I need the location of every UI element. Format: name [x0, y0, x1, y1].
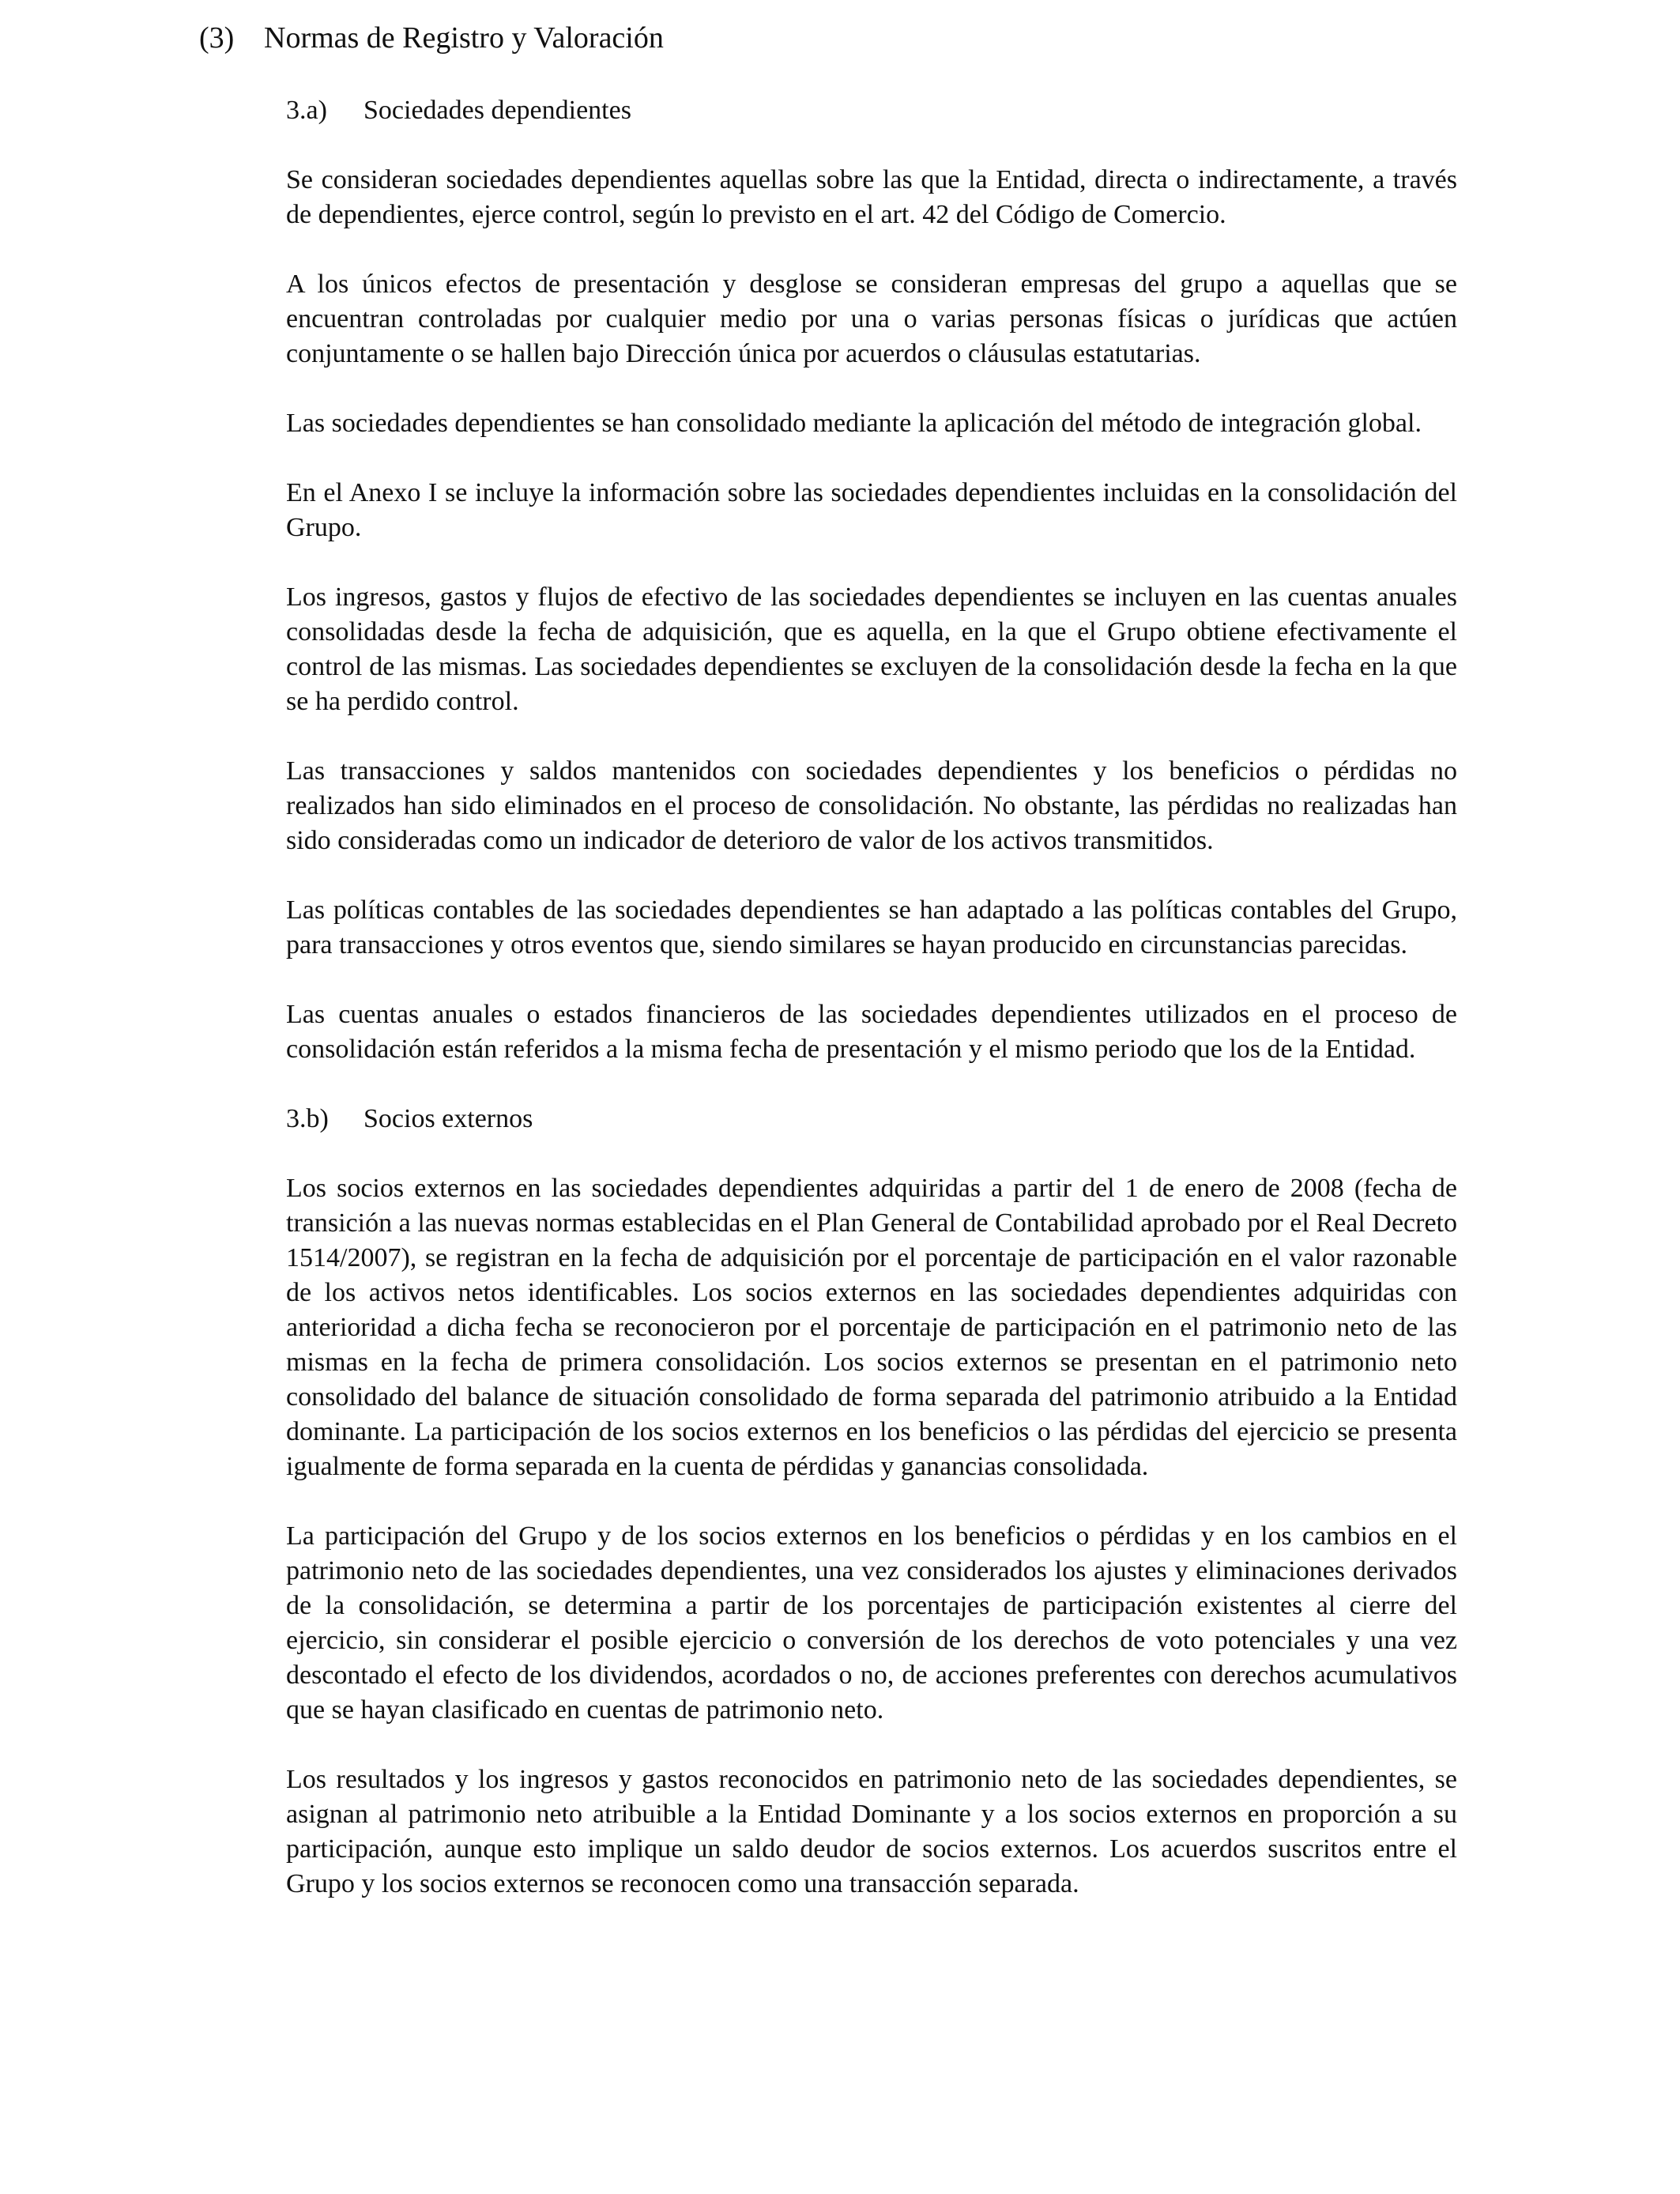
paragraph-b-3: Los resultados y los ingresos y gastos reconocidos en patrimonio neto de las sociedades dependientes, se asignan al patrimonio neto atribuible a la Entidad Dominante y a los socios externos en proporción a su participación, aunque esto implique un saldo deudor de socios externos. Los acuerdos suscritos entre el Grupo y los socios externos se reconocen como una transacción separada. [286, 1765, 1457, 1898]
paragraph-b-1: Los socios externos en las sociedades dependientes adquiridas a partir del 1 de enero de 2008 (fecha de transición a las nuevas normas establecidas en el Plan General de Contabilidad aprobado por el Real Decreto 1514/2007), se registran en la fecha de adquisición por el porcentaje de participación en el valor razonable de los activos netos identificables. Los socios externos en las sociedades dependientes adquiridas con anterioridad a dicha fecha se reconocieron por el porcentaje de participación en el patrimonio neto de las mismas en la fecha de primera consolidación. Los socios externos se presentan en el patrimonio neto consolidado del balance de situación consolidado de forma separada del patrimonio atribuido a la Entidad dominante. La participación de los socios externos en los beneficios o las pérdidas del ejercicio se presenta igualmente de forma separada en la cuenta de pérdidas y ganancias consolidada. [286, 1174, 1457, 1481]
document-body [286, 93, 1457, 1936]
section-title: Normas de Registro y Valoración [264, 21, 664, 55]
subsection-b-heading [286, 1102, 1457, 1137]
section-number: (3) [199, 21, 235, 55]
section-heading [199, 19, 664, 57]
paragraph-a-2: A los únicos efectos de presentación y desglose se consideran empresas del grupo a aquellas que se encuentran controladas por cualquier medio por una o varias personas físicas o jurídicas que actúen conjuntamente o se hallen bajo Dirección única por acuerdos o cláusulas estatutarias. [286, 270, 1457, 368]
subsection-b-title: Socios externos [363, 1104, 533, 1133]
paragraph-b-2: La participación del Grupo y de los socios externos en los beneficios o pérdidas y en los cambios en el patrimonio neto de las sociedades dependientes, una vez considerados los ajustes y eliminaciones derivados de la consolidación, se determina a partir de los porcentajes de participación existentes al cierre del ejercicio, sin considerar el posible ejercicio o conversión de los derechos de voto potenciales y una vez descontado el efecto de los dividendos, acordados o no, de acciones preferentes con derechos acumulativos que se hayan clasificado en cuentas de patrimonio neto. [286, 1521, 1457, 1725]
paragraph-a-4: En el Anexo I se incluye la información sobre las sociedades dependientes incluidas en la consolidación del Grupo. [286, 478, 1457, 542]
paragraph-a-5: Los ingresos, gastos y flujos de efectivo de las sociedades dependientes se incluyen en las cuentas anuales consolidadas desde la fecha de adquisición, que es aquella, en la que el Grupo obtiene efectivamente el control de las mismas. Las sociedades dependientes se excluyen de la consolidación desde la fecha en la que se ha perdido control. [286, 582, 1457, 716]
paragraph-a-3: Las sociedades dependientes se han consolidado mediante la aplicación del método de integración global. [286, 409, 1422, 438]
paragraph-a-8: Las cuentas anuales o estados financieros de las sociedades dependientes utilizados en el proceso de consolidación están referidos a la misma fecha de presentación y el mismo periodo que los de la Entidad. [286, 1000, 1457, 1064]
subsection-a-number: 3.a) [286, 96, 327, 125]
subsection-b-number: 3.b) [286, 1104, 329, 1133]
paragraph-a-1: Se consideran sociedades dependientes aquellas sobre las que la Entidad, directa o indirectamente, a través de dependientes, ejerce control, según lo previsto en el art. 42 del Código de Comercio. [286, 165, 1457, 229]
subsection-a-heading [286, 93, 1457, 128]
subsection-a-title: Sociedades dependientes [363, 96, 631, 125]
paragraph-a-6: Las transacciones y saldos mantenidos con sociedades dependientes y los beneficios o pérdidas no realizados han sido eliminados en el proceso de consolidación. No obstante, las pérdidas no realizadas han sido consideradas como un indicador de deterioro de valor de los activos transmitidos. [286, 756, 1457, 855]
paragraph-a-7: Las políticas contables de las sociedades dependientes se han adaptado a las políticas contables del Grupo, para transacciones y otros eventos que, siendo similares se hayan producido en circunstancias parecidas. [286, 895, 1457, 959]
